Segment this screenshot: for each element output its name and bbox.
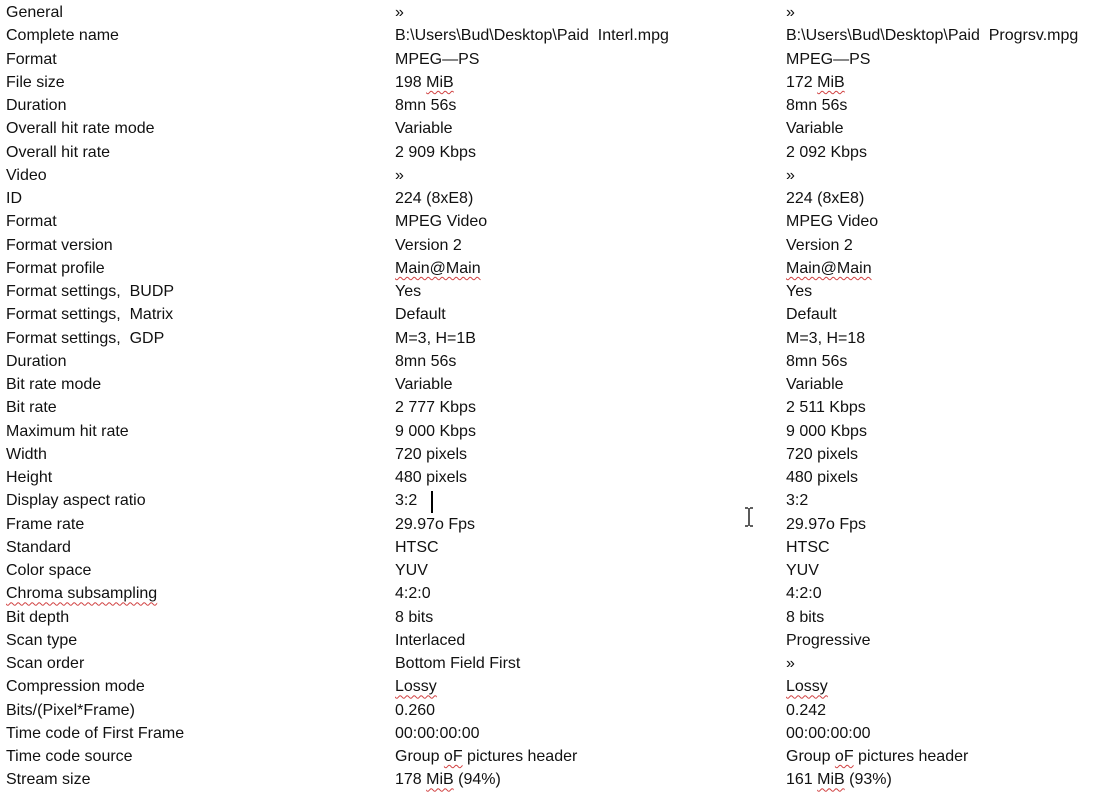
progrsv-value[interactable]: Version 2: [786, 236, 853, 254]
progrsv-value[interactable]: 480 pixels: [786, 469, 859, 486]
row-label[interactable]: Width: [6, 445, 47, 463]
table-row: [0, 48, 1113, 71]
row-label[interactable]: Time code source: [6, 748, 133, 765]
progrsv-value[interactable]: 3:2: [786, 492, 809, 510]
interl-value[interactable]: »: [395, 166, 404, 184]
text-caret: [431, 491, 433, 513]
table-row: [0, 234, 1113, 257]
progrsv-value[interactable]: 29.97o Fps: [786, 515, 867, 533]
interl-value[interactable]: 9 000 Kbps: [395, 422, 476, 440]
row-label[interactable]: Display aspect ratio: [6, 492, 146, 510]
row-label[interactable]: Bits/(Pixel*Frame): [6, 701, 135, 719]
interl-value[interactable]: 2 777 Kbps: [395, 399, 476, 417]
table-row: [0, 1, 1113, 24]
progrsv-value[interactable]: 0.242: [786, 701, 827, 719]
table-row: [0, 280, 1113, 303]
interl-value[interactable]: B:\Users\Bud\Desktop\Paid Interl.mpg: [395, 27, 669, 45]
progrsv-value[interactable]: 8mn 56s: [786, 97, 848, 114]
table-row: [0, 164, 1113, 187]
row-label[interactable]: Time code of First Frame: [6, 724, 185, 742]
interl-value[interactable]: M=3, H=1B: [395, 329, 476, 347]
table-row: [0, 745, 1113, 768]
table-row: [0, 303, 1113, 326]
row-label[interactable]: Format settings, Matrix: [6, 306, 174, 324]
row-label[interactable]: Overall hit rate mode: [6, 120, 155, 138]
progrsv-value[interactable]: 8mn 56s: [786, 352, 848, 370]
interl-value[interactable]: Main@Main: [395, 259, 481, 277]
row-label[interactable]: Format: [6, 213, 57, 231]
interl-value[interactable]: 720 pixels: [395, 445, 468, 463]
interl-value[interactable]: 178 MiB (94%): [395, 771, 501, 789]
progrsv-value[interactable]: MPEG Video: [786, 213, 879, 231]
table-row: [0, 559, 1113, 582]
interl-value[interactable]: 224 (8xE8): [395, 190, 474, 207]
interl-value[interactable]: YUV: [395, 562, 428, 579]
table-row: [0, 768, 1113, 791]
table-row: [0, 24, 1113, 47]
interl-value[interactable]: 8 bits: [395, 608, 434, 626]
row-label[interactable]: Format profile: [6, 259, 105, 277]
progrsv-value[interactable]: Group oF pictures header: [786, 748, 969, 765]
row-label[interactable]: ID: [6, 190, 22, 207]
table-row: [0, 187, 1113, 210]
table-row: [0, 443, 1113, 466]
table-row: [0, 536, 1113, 559]
table-row: [0, 373, 1113, 396]
row-label[interactable]: Color space: [6, 562, 92, 579]
row-label[interactable]: Stream size: [6, 771, 91, 789]
interl-value[interactable]: Interlaced: [395, 631, 466, 649]
interl-value[interactable]: 480 pixels: [395, 469, 468, 486]
progrsv-value[interactable]: YUV: [786, 562, 819, 579]
progrsv-value[interactable]: Variable: [786, 120, 844, 138]
table-row: [0, 489, 1113, 512]
progrsv-value[interactable]: »: [786, 166, 795, 184]
table-row: [0, 466, 1113, 489]
interl-value[interactable]: MPEG Video: [395, 213, 488, 231]
row-label[interactable]: Overall hit rate: [6, 143, 111, 161]
ibeam-cursor-icon: [742, 507, 756, 527]
interl-value[interactable]: MPEG—PS: [395, 50, 480, 68]
row-label[interactable]: Video: [6, 166, 47, 184]
table-row: [0, 117, 1113, 140]
interl-value[interactable]: Lossy: [395, 678, 437, 696]
interl-value[interactable]: HTSC: [395, 538, 439, 556]
table-row: [0, 582, 1113, 605]
progrsv-value[interactable]: M=3, H=18: [786, 329, 866, 347]
interl-value[interactable]: »: [395, 4, 404, 21]
table-row: [0, 629, 1113, 652]
progrsv-value[interactable]: 8 bits: [786, 608, 825, 626]
table-row: [0, 675, 1113, 698]
row-label[interactable]: Bit depth: [6, 608, 70, 626]
table-row: [0, 350, 1113, 373]
row-label[interactable]: Complete name: [6, 27, 119, 45]
table-row: [0, 71, 1113, 94]
interl-value[interactable]: 2 909 Kbps: [395, 143, 476, 161]
progrsv-value[interactable]: 161 MiB (93%): [786, 771, 892, 789]
progrsv-value[interactable]: HTSC: [786, 538, 830, 556]
row-label[interactable]: Scan order: [6, 655, 85, 672]
table-row: [0, 257, 1113, 280]
table-row: [0, 141, 1113, 164]
interl-value[interactable]: 29.97o Fps: [395, 515, 476, 533]
row-label[interactable]: Bit rate: [6, 399, 57, 417]
progrsv-value[interactable]: Yes: [786, 283, 813, 300]
table-row: [0, 327, 1113, 350]
progrsv-value[interactable]: MPEG—PS: [786, 50, 871, 68]
table-row: [0, 94, 1113, 117]
row-label[interactable]: Chroma subsampling: [6, 585, 158, 603]
interl-value[interactable]: Variable: [395, 376, 453, 393]
row-label[interactable]: Standard: [6, 538, 71, 556]
row-label[interactable]: Scan type: [6, 631, 78, 649]
interl-value[interactable]: 0.260: [395, 701, 436, 719]
row-label[interactable]: Height: [6, 469, 53, 486]
row-label[interactable]: Format version: [6, 236, 113, 254]
table-row: [0, 699, 1113, 722]
progrsv-value[interactable]: 224 (8xE8): [786, 190, 865, 207]
row-label[interactable]: Format settings, BUDP: [6, 283, 175, 300]
progrsv-value[interactable]: 4:2:0: [786, 585, 822, 603]
interl-value[interactable]: Variable: [395, 120, 453, 138]
row-label[interactable]: Maximum hit rate: [6, 422, 129, 440]
table-row: [0, 513, 1113, 536]
progrsv-value[interactable]: »: [786, 4, 795, 21]
interl-value[interactable]: Yes: [395, 283, 422, 300]
interl-value[interactable]: Version 2: [395, 236, 462, 254]
table-row: [0, 606, 1113, 629]
progrsv-value[interactable]: 720 pixels: [786, 445, 859, 463]
progrsv-value[interactable]: Default: [786, 306, 837, 324]
row-label[interactable]: Frame rate: [6, 515, 85, 533]
progrsv-value[interactable]: Main@Main: [786, 259, 872, 277]
progrsv-value[interactable]: 2 092 Kbps: [786, 143, 867, 161]
row-label[interactable]: File size: [6, 73, 65, 91]
interl-value[interactable]: 8mn 56s: [395, 352, 457, 370]
progrsv-value[interactable]: »: [786, 655, 795, 672]
interl-value[interactable]: 198 MiB: [395, 73, 454, 91]
progrsv-value[interactable]: 00:00:00:00: [786, 724, 871, 742]
row-label[interactable]: Duration: [6, 97, 67, 114]
interl-value[interactable]: 00:00:00:00: [395, 724, 480, 742]
interl-value[interactable]: Bottom Field First: [395, 655, 521, 672]
progrsv-value[interactable]: 9 000 Kbps: [786, 422, 867, 440]
table-row: [0, 420, 1113, 443]
row-label[interactable]: Bit rate mode: [6, 376, 102, 393]
progrsv-value[interactable]: B:\Users\Bud\Desktop\Paid Progrsv.mpg: [786, 27, 1079, 45]
progrsv-value[interactable]: Progressive: [786, 631, 871, 649]
table-row: [0, 722, 1113, 745]
row-label[interactable]: Duration: [6, 352, 67, 370]
interl-value[interactable]: Group oF pictures header: [395, 748, 578, 765]
interl-value[interactable]: 4:2:0: [395, 585, 431, 603]
progrsv-value[interactable]: 172 MiB: [786, 73, 845, 91]
row-label[interactable]: Format: [6, 50, 57, 68]
progrsv-value[interactable]: Variable: [786, 376, 844, 393]
row-label[interactable]: Format settings, GDP: [6, 329, 165, 347]
row-label[interactable]: Compression mode: [6, 678, 145, 696]
table-row: [0, 652, 1113, 675]
progrsv-value[interactable]: 2 511 Kbps: [786, 399, 866, 417]
table-row: [0, 396, 1113, 419]
interl-value[interactable]: Default: [395, 306, 446, 324]
row-label[interactable]: General: [6, 4, 63, 21]
table-row: [0, 210, 1113, 233]
interl-value[interactable]: 3:2: [395, 492, 418, 510]
interl-value[interactable]: 8mn 56s: [395, 97, 457, 114]
progrsv-value[interactable]: Lossy: [786, 678, 828, 696]
